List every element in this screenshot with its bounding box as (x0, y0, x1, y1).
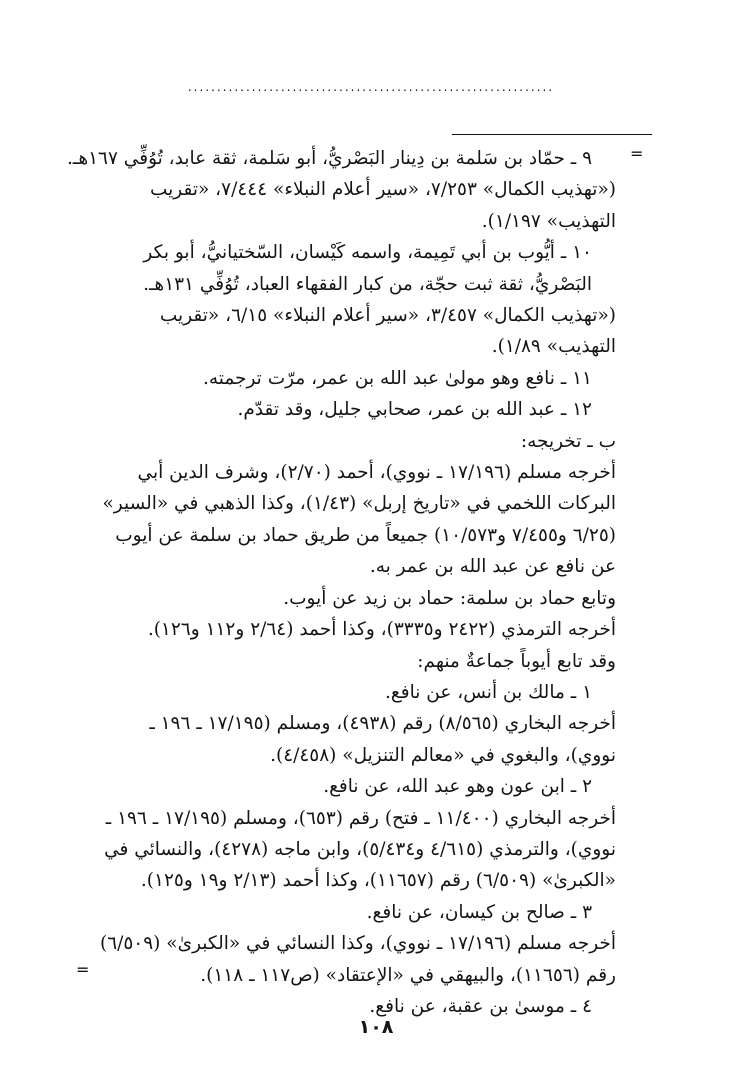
list-item-2: ٢ ـ ابن عون وهو عبد الله، عن نافع. (323, 776, 592, 798)
continuation-mark-top: = (630, 144, 644, 163)
narrator-10: ١٠ ـ أيُّوب بن أبي تَمِيمة، واسمه كَيْسان، السّختيانيُّ، أبو بكر البَصْريُّ، ثقة ثبت حجّة، من كبار الفقهاء العباد، تُوُفِّي ١٣١هـ. (143, 242, 592, 295)
citation-narrator-9: («تهذيب الكمال» ٧/٢٥٣، «سير أعلام النبلاء» ٧/٤٤٤، «تقريب التهذيب» ١/١٩٧). (149, 179, 616, 232)
narrator-11: ١١ ـ نافع وهو مولىٰ عبد الله بن عمر، مرّت ترجمته. (202, 367, 592, 389)
takhrij-item-1: أخرجه البخاري (٨/٥٦٥) رقم (٤٩٣٨)، ومسلم (١٧/١٩٥ ـ ١٩٦ ـ نووي)، والبغوي في «معالم التنزيل» (٤/٤٥٨). (149, 713, 616, 766)
narrator-9: ٩ ـ حمّاد بن سَلمة بن دِينار البَصْريُّ، أبو سَلمة، ثقة عابد، تُوُفِّي ١٦٧هـ. (67, 148, 592, 169)
footnote-rule (452, 134, 652, 135)
dotted-separator: ............................................................... (187, 80, 555, 94)
list-item-1: ١ ـ مالك بن أنس، عن نافع. (385, 681, 592, 703)
takhrij-tirmidhi: أخرجه الترمذي (٢٤٢٢ و٣٣٣٥)، وكذا أحمد (٢/٦٤ و١١٢ و١٢٦). (147, 619, 616, 641)
section-heading-takhrij: ب ـ تخريجه: (520, 430, 616, 452)
citation-narrator-10: («تهذيب الكمال» ٣/٤٥٧، «سير أعلام النبلاء» ٦/١٥، «تقريب التهذيب» ١/٨٩). (159, 305, 616, 358)
mutaba-hammad: وتابع حماد بن سلمة: حماد بن زيد عن أيوب. (283, 587, 616, 609)
takhrij-item-2: أخرجه البخاري (١١/٤٠٠ ـ فتح) رقم (٦٥٣)، ومسلم (١٧/١٩٥ ـ ١٩٦ ـ نووي)، والترمذي (٤/٦١٥ و٥/٤٣٤)، وابن ماجه (٤٢٧٨)، والنسائي في «الكبرىٰ» (٦/٥٠٩) رقم (١١٦٥٧)، وكذا أحمد (٢/١٣ و١٩ و١٢٥). (104, 807, 616, 892)
list-item-3: ٣ ـ صالح بن كيسان، عن نافع. (366, 901, 592, 923)
continuation-mark-bottom: = (76, 960, 90, 979)
mutaba-group: وقد تابع أيوباً جماعةٌ منهم: (417, 650, 616, 672)
list-item-4: ٤ ـ موسىٰ بن عقبة، عن نافع. (369, 995, 592, 1017)
page-body (67, 143, 616, 1022)
takhrij-item-3: أخرجه مسلم (١٧/١٩٦ ـ نووي)، وكذا النسائي في «الكبرىٰ» (٦/٥٠٩) رقم (١١٦٥٦)، والبيهقي في «الإعتقاد» (ص١١٧ ـ ١١٨). (99, 933, 616, 986)
takhrij-muslim: أخرجه مسلم (١٧/١٩٦ ـ نووي)، أحمد (٢/٧٠)، وشرف الدين أبي البركات اللخمي في «تاريخ إربل» (١/٤٣)، وكذا الذهبي في «السير» (٦/٢٥ و٧/٤٥٥ و١٠/٥٧٣) جميعاً من طريق حماد بن سلمة عن أيوب عن نافع عن عبد الله بن عمر به. (102, 462, 616, 578)
narrator-12: ١٢ ـ عبد الله بن عمر، صحابي جليل، وقد تقدّم. (237, 399, 592, 421)
page-number: ١٠٨ (358, 1016, 394, 1038)
